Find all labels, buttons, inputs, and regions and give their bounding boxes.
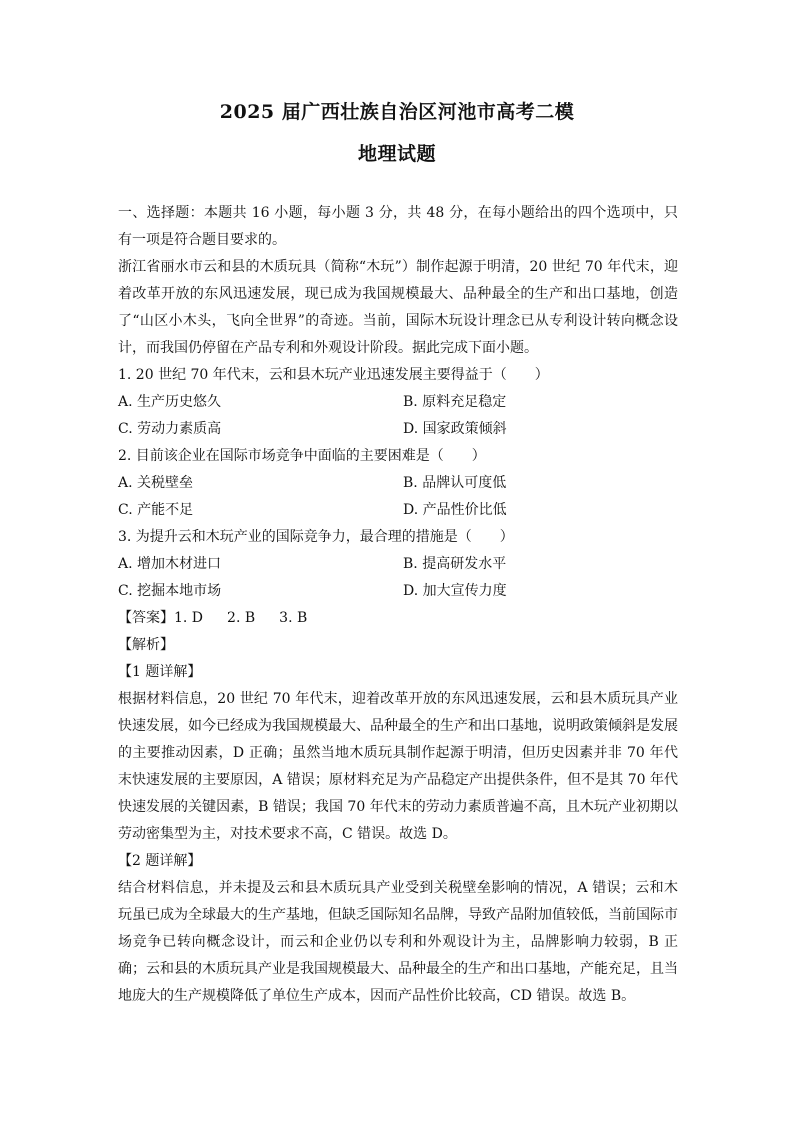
question-3-stem: 3. 为提升云和木玩产业的国际竞争力，最合理的措施是（ ） — [118, 529, 514, 545]
analysis-heading: 【解析】 — [118, 637, 174, 653]
option-d: D. 国家政策倾斜 — [403, 421, 507, 437]
option-a: A. 关税壁垒 — [118, 475, 194, 491]
answer-label: 【答案】 — [118, 610, 174, 626]
option-c: C. 产能不足 — [118, 502, 194, 518]
document-body — [118, 200, 678, 1010]
option-b: B. 品牌认可度低 — [403, 475, 507, 491]
answer-line — [118, 605, 678, 632]
page-title: 2025 届广西壮族自治区河池市高考二模 — [219, 101, 575, 123]
section-instructions: 一、选择题：本题共 16 小题，每小题 3 分，共 48 分，在每小题给出的四个选项中，只有一项是符合题目要求的。 — [118, 205, 678, 248]
option-a: A. 增加木材进口 — [118, 556, 222, 572]
detail-1-text: 根据材料信息，20 世纪 70 年代末，迎着改革开放的东风迅速发展，云和县木质玩具产业快速发展，如今已经成为我国规模最大、品种最全的生产和出口基地，说明政策倾斜是发展的主要推动因素，D 正确；虽然当地木质玩具制作起源于明清，但历史因素并非 70 年代末快速发展的主要原因，A 错误；原材料充足为产品稳定产出提供条件，但不是其 70 年代快速发展的关键因素，B 错误；我国 70 年代末的劳动力素质普遍不高，且木玩产业初期以劳动密集型为主，对技术要求不高，C 错误。故选 D。 — [118, 691, 678, 842]
question-2-options — [118, 470, 678, 524]
option-d: D. 产品性价比低 — [403, 502, 507, 518]
option-c: C. 劳动力素质高 — [118, 421, 222, 437]
detail-2-text: 结合材料信息，并未提及云和县木质玩具产业受到关税壁垒影响的情况，A 错误；云和木玩虽已成为全球最大的生产基地，但缺乏国际知名品牌，导致产品附加值较低，当前国际市场竞争已转向概念设计，而云和企业仍以专利和外观设计为主，品牌影响力较弱，B 正确；云和县的木质玩具产业是我国规模最大、品种最全的生产和出口基地，产能充足，且当地庞大的生产规模降低了单位生产成本，因而产品性价比较高，CD 错误。故选 B。 — [118, 880, 678, 1004]
answer-item: 3. B — [279, 610, 308, 626]
material-passage: 浙江省丽水市云和县的木质玩具（简称“木玩”）制作起源于明清，20 世纪 70 年代末，迎着改革开放的东风迅速发展，现已成为我国规模最大、品种最全的生产和出口基地，创造了“山区小木头，飞向全世界”的奇迹。当前，国际木玩设计理念已从专利设计转向概念设计，而我国仍停留在产品专利和外观设计阶段。据此完成下面小题。 — [118, 259, 678, 356]
answer-item: 1. D — [174, 610, 204, 626]
question-1-stem: 1. 20 世纪 70 年代末，云和县木玩产业迅速发展主要得益于（ ） — [118, 367, 549, 383]
detail-1-heading: 【1 题详解】 — [118, 664, 202, 680]
option-b: B. 原料充足稳定 — [403, 394, 507, 410]
question-3-options — [118, 551, 678, 605]
answer-item: 2. B — [227, 610, 256, 626]
option-c: C. 挖掘本地市场 — [118, 583, 222, 599]
detail-2-heading: 【2 题详解】 — [118, 853, 202, 869]
option-b: B. 提高研发水平 — [403, 556, 507, 572]
question-1-options — [118, 389, 678, 443]
option-d: D. 加大宣传力度 — [403, 583, 507, 599]
question-2-stem: 2. 目前该企业在国际市场竞争中面临的主要困难是（ ） — [118, 448, 486, 464]
page-subtitle: 地理试题 — [357, 143, 436, 165]
option-a: A. 生产历史悠久 — [118, 394, 222, 410]
